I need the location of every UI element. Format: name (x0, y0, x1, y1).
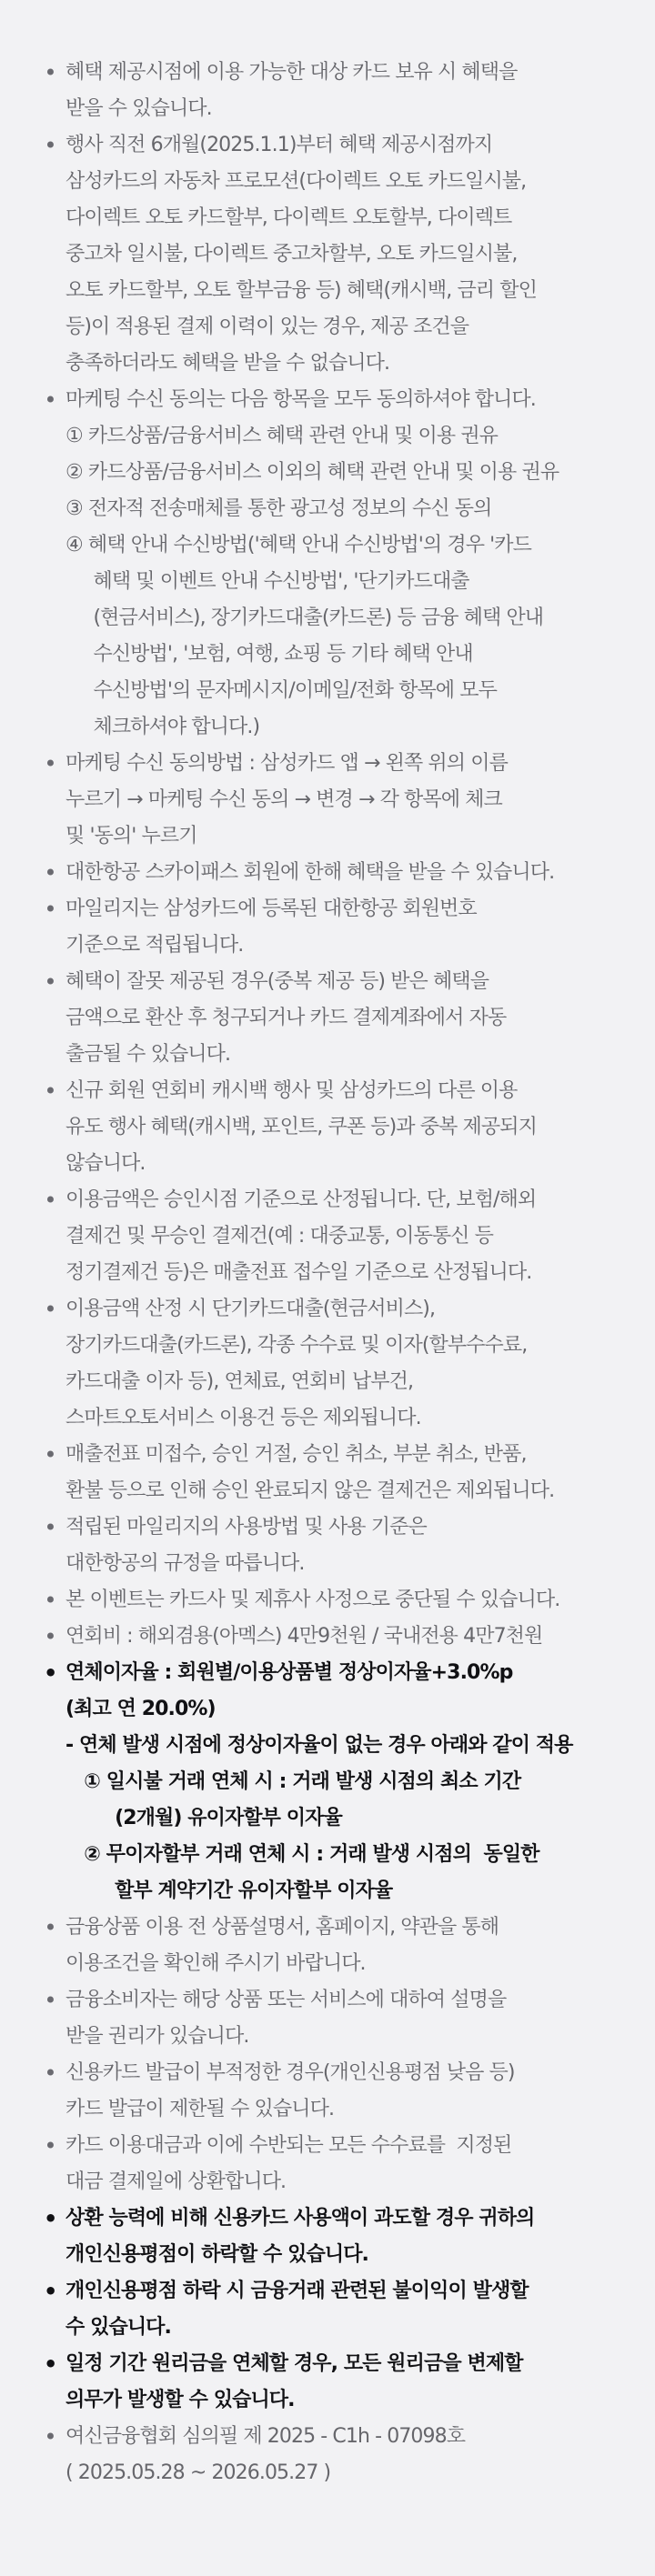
notice-item-line: 혜택이 잘못 제공된 경우(중복 제공 등) 받은 혜택을 (66, 970, 489, 993)
notice-item-line: 카드대출 이자 등), 연체료, 연회비 납부건, (66, 1370, 414, 1393)
notice-item-line: 환불 등으로 인해 승인 완료되지 않은 결제건은 제외됩니다. (66, 1479, 555, 1502)
notice-item-line: 금융소비자는 해당 상품 또는 서비스에 대하여 설명을 (66, 1989, 507, 2011)
notice-item (44, 1509, 619, 1582)
notice-item-line: 혜택 제공시점에 이용 가능한 대상 카드 보유 시 혜택을 (66, 61, 518, 84)
notice-item-line: 마케팅 수신 동의는 다음 항목을 모두 동의하셔야 합니다. (66, 388, 536, 411)
notice-item-line: 신용카드 발급이 부적정한 경우(개인신용평점 낮음 등) (66, 2061, 515, 2084)
bullet-dot-icon: • (44, 1624, 56, 1649)
bullet-dot-icon: • (44, 1515, 56, 1540)
bullet-dot-icon: • (44, 751, 56, 777)
notice-item (44, 1582, 619, 1619)
notice-item-line: 체크하셔야 합니다.) (66, 716, 260, 738)
bullet-dot-icon: • (44, 2351, 57, 2377)
notice-item-line: 결제건 및 무승인 결제건(예 : 대중교통, 이동통신 등 (66, 1225, 493, 1248)
notice-item-line: 받을 권리가 있습니다. (66, 2025, 249, 2048)
notice-item-line: 본 이벤트는 카드사 및 제휴사 사정으로 중단될 수 있습니다. (66, 1589, 560, 1611)
notice-item-line: 연회비 : 해외겸용(아멕스) 4만9천원 / 국내전용 4만7천원 (66, 1625, 543, 1648)
notice-item-line: 이용조건을 확인해 주시기 바랍니다. (66, 1952, 366, 1975)
bullet-dot-icon: • (44, 60, 56, 85)
notice-item-line: 개인신용평점이 하락할 수 있습니다. (66, 2243, 369, 2266)
notice-item-line: 적립된 마일리지의 사용방법 및 사용 기준은 (66, 1516, 427, 1539)
bullet-dot-icon: • (44, 1297, 56, 1322)
notice-item-line: 장기카드대출(카드론), 각종 수수료 및 이자(할부수수료, (66, 1334, 528, 1357)
notice-item (44, 746, 619, 855)
notice-item-line: 출금될 수 있습니다. (66, 1043, 231, 1066)
notice-item-line: 이용금액은 승인시점 기준으로 산정됩니다. 단, 보험/해외 (66, 1188, 537, 1211)
notice-item-line: 카드 이용대금과 이에 수반되는 모든 수수료를 지정된 (66, 2134, 512, 2157)
bullet-dot-icon: • (44, 2060, 56, 2086)
notice-item-line: 신규 회원 연회비 캐시백 행사 및 삼성카드의 다른 이용 (66, 1079, 518, 1102)
bullet-dot-icon: • (44, 1988, 56, 2013)
notice-item-line: ① 카드상품/금융서비스 혜택 관련 안내 및 이용 권유 (66, 425, 499, 447)
bullet-dot-icon: • (44, 2133, 56, 2159)
notice-item (44, 1182, 619, 1291)
notice-item (44, 964, 619, 1073)
notice-item-line: 매출전표 미접수, 승인 거절, 승인 취소, 부분 취소, 반품, (66, 1443, 527, 1466)
notice-item-line: 대한항공의 규정을 따릅니다. (66, 1552, 305, 1575)
bullet-dot-icon: • (44, 2279, 57, 2304)
notice-item (44, 1619, 619, 1655)
notice-item-line: 오토 카드할부, 오토 할부금융 등) 혜택(캐시백, 금리 할인 (66, 279, 537, 302)
notice-item-line: 상환 능력에 비해 신용카드 사용액이 과도할 경우 귀하의 (66, 2207, 535, 2230)
notice-item-line: 연체이자율 : 회원별/이용상품별 정상이자율+3.0%p (66, 1661, 513, 1684)
notice-item-line: ② 카드상품/금융서비스 이외의 혜택 관련 안내 및 이용 권유 (66, 461, 559, 484)
bullet-dot-icon: • (44, 1188, 56, 1213)
bullet-dot-icon: • (44, 133, 56, 158)
notice-item-line: 대한항공 스카이패스 회원에 한해 혜택을 받을 수 있습니다. (66, 861, 555, 884)
notice-item (44, 382, 619, 746)
notice-item-line: 금액으로 환산 후 청구되거나 카드 결제계좌에서 자동 (66, 1007, 507, 1029)
notice-item-line: 기준으로 적립됩니다. (66, 934, 244, 957)
bullet-dot-icon: • (44, 2206, 57, 2231)
notice-item (44, 855, 619, 891)
bullet-dot-icon: • (44, 897, 56, 922)
notice-item-line: 정기결제건 등)은 매출전표 접수일 기준으로 산정됩니다. (66, 1261, 532, 1284)
notice-item-line: 이용금액 산정 시 단기카드대출(현금서비스), (66, 1298, 436, 1320)
notice-item (44, 2273, 619, 2346)
notice-item-line: 금융상품 이용 전 상품설명서, 홈페이지, 약관을 통해 (66, 1916, 499, 1939)
notice-item-line: (현금서비스), 장기카드대출(카드론) 등 금융 혜택 안내 (66, 606, 544, 629)
bullet-dot-icon: • (44, 1915, 56, 1940)
notice-item-line: 다이렉트 오토 카드할부, 다이렉트 오토할부, 다이렉트 (66, 206, 512, 229)
bullet-dot-icon: • (44, 1442, 56, 1468)
bullet-dot-icon: • (44, 1078, 56, 1104)
notice-item-line: 여신금융협회 심의필 제 2025 - C1h - 07098호 (66, 2425, 466, 2448)
notice-item-line: (최고 연 20.0%) (66, 1698, 216, 1720)
notice-item (44, 1437, 619, 1509)
notice-item-line: 및 '동의' 누르기 (66, 825, 197, 847)
notice-item-line: 삼성카드의 자동차 프로모션(다이렉트 오토 카드일시불, (66, 170, 527, 193)
bullet-dot-icon: • (44, 1660, 57, 1686)
notice-item (44, 1655, 619, 1909)
notice-item-line: 충족하더라도 혜택을 받을 수 없습니다. (66, 352, 390, 375)
notice-item-line: ② 무이자할부 거래 연체 시 : 거래 발생 시점의 동일한 (66, 1843, 539, 1866)
notice-item-line: 수신방법'의 문자메시지/이메일/전화 항목에 모두 (66, 679, 497, 702)
notice-item-line: 스마트오토서비스 이용건 등은 제외됩니다. (66, 1407, 421, 1429)
notice-item (44, 2346, 619, 2419)
notice-item-line: 등)이 적용된 결제 이력이 있는 경우, 제공 조건을 (66, 316, 469, 338)
notice-item-line: ( 2025.05.28 ~ 2026.05.27 ) (66, 2461, 331, 2484)
bullet-dot-icon: • (44, 387, 56, 413)
bullet-dot-icon: • (44, 969, 56, 995)
notice-item (44, 1982, 619, 2055)
notice-item-line: 일정 기간 원리금을 연체할 경우, 모든 원리금을 변제할 (66, 2352, 523, 2375)
notice-item (44, 55, 619, 127)
notice-item-line: 수신방법', '보험, 여행, 쇼핑 등 기타 혜택 안내 (66, 643, 473, 666)
bullet-dot-icon: • (44, 1588, 56, 1613)
notice-item (44, 2055, 619, 2128)
notice-item-line: 누르기 → 마케팅 수신 동의 → 변경 → 각 항목에 체크 (66, 788, 502, 811)
notice-item-line: 카드 발급이 제한될 수 있습니다. (66, 2098, 335, 2120)
bullet-dot-icon: • (44, 2424, 56, 2450)
notice-item-line: 중고차 일시불, 다이렉트 중고차할부, 오토 카드일시불, (66, 243, 518, 266)
notice-item (44, 891, 619, 964)
notice-item-line: 마일리지는 삼성카드에 등록된 대한항공 회원번호 (66, 897, 477, 920)
notice-item (44, 127, 619, 382)
notice-item-line: 않습니다. (66, 1152, 146, 1175)
notice-item-line: 대금 결제일에 상환합니다. (66, 2170, 287, 2193)
notice-item-line: ① 일시불 거래 연체 시 : 거래 발생 시점의 최소 기간 (66, 1770, 521, 1793)
notice-item (44, 2200, 619, 2273)
notice-item (44, 1909, 619, 1982)
notice-item (44, 1291, 619, 1437)
notice-item-line: - 연체 발생 시점에 정상이자율이 없는 경우 아래와 같이 적용 (66, 1734, 573, 1757)
notice-item-line: (2개월) 유이자할부 이자율 (66, 1807, 342, 1829)
notice-item-line: ③ 전자적 전송매체를 통한 광고성 정보의 수신 동의 (66, 497, 492, 520)
notice-item-line: 유도 행사 혜택(캐시백, 포인트, 쿠폰 등)과 중복 제공되지 (66, 1116, 537, 1138)
notice-item (44, 2128, 619, 2200)
notice-item-line: 행사 직전 6개월(2025.1.1)부터 혜택 제공시점까지 (66, 134, 493, 156)
notice-item-line: 마케팅 수신 동의방법 : 삼성카드 앱 → 왼쪽 위의 이름 (66, 752, 508, 775)
notice-item-line: 받을 수 있습니다. (66, 97, 212, 120)
notice-item-line: 의무가 발생할 수 있습니다. (66, 2389, 295, 2411)
notice-item-line: 개인신용평점 하락 시 금융거래 관련된 불이익이 발생할 (66, 2280, 529, 2302)
notice-item (44, 1073, 619, 1182)
notice-item-line: 수 있습니다. (66, 2316, 171, 2339)
notice-item-line: 할부 계약기간 유이자할부 이자율 (66, 1879, 393, 1902)
notice-item (44, 2419, 619, 2491)
notice-item-line: ④ 혜택 안내 수신방법('혜택 안내 수신방법'의 경우 '카드 (66, 534, 531, 556)
bullet-dot-icon: • (44, 860, 56, 886)
notice-item-line: 혜택 및 이벤트 안내 수신방법', '단기카드대출 (66, 570, 469, 593)
